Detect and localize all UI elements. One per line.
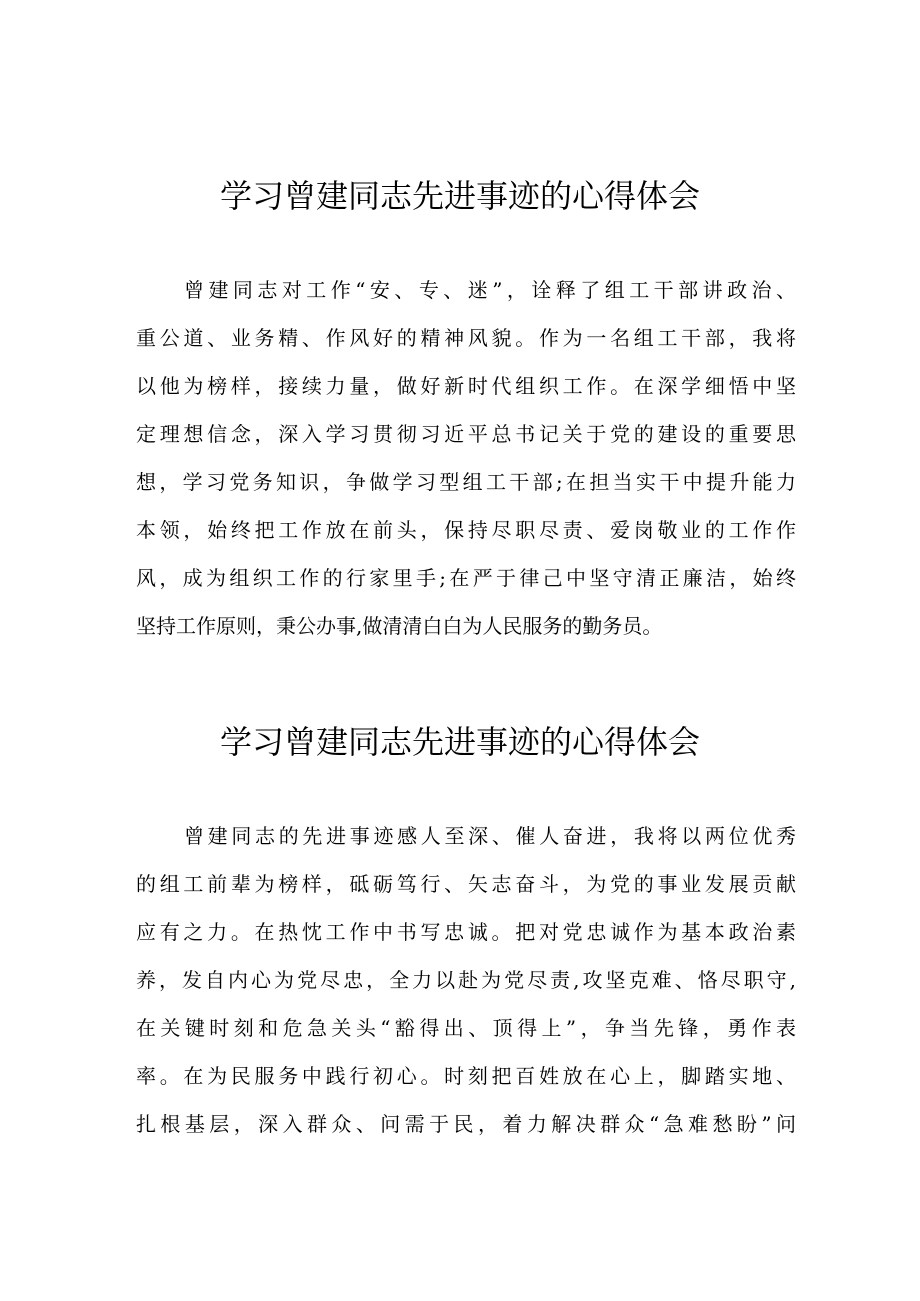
section-1-line-7: 风，成为组织工作的行家里手;在严于律己中坚守清正廉洁，始终 bbox=[136, 566, 796, 590]
section-2-body bbox=[136, 812, 796, 1148]
section-1-line-8: 坚持工作原则，秉公办事,做清清白白为人民服务的勤务员。 bbox=[136, 614, 663, 638]
section-1-body bbox=[136, 266, 796, 650]
section-1-title: 学习曾建同志先进事迹的心得体会 bbox=[219, 177, 700, 215]
section-1-line-6: 本领，始终把工作放在前头，保持尽职尽责、爱岗敬业的工作作 bbox=[136, 518, 796, 542]
section-1-line-2: 重公道、业务精、作风好的精神风貌。作为一名组工干部，我将 bbox=[136, 326, 796, 350]
section-2-line-5: 在关键时刻和危急关头“豁得出、顶得上”，争当先锋，勇作表 bbox=[136, 1016, 796, 1040]
section-2-line-6: 率。在为民服务中践行初心。时刻把百姓放在心上，脚踏实地、 bbox=[136, 1064, 796, 1088]
section-2-line-1: 曾建同志的先进事迹感人至深、催人奋进，我将以两位优秀 bbox=[184, 824, 796, 848]
section-2-line-7: 扎根基层，深入群众、问需于民，着力解决群众“急难愁盼”问 bbox=[136, 1112, 796, 1136]
section-1-line-4: 定理想信念，深入学习贯彻习近平总书记关于党的建设的重要思 bbox=[136, 422, 796, 446]
section-2-line-4: 养，发自内心为党尽忠，全力以赴为党尽责,攻坚克难、恪尽职守, bbox=[136, 968, 796, 992]
section-2-line-2: 的组工前辈为榜样，砥砺笃行、矢志奋斗，为党的事业发展贡献 bbox=[136, 872, 796, 896]
section-1-line-1: 曾建同志对工作“安、专、迷”，诠释了组工干部讲政治、 bbox=[184, 278, 796, 302]
section-2-title: 学习曾建同志先进事迹的心得体会 bbox=[219, 723, 700, 761]
section-1-line-5: 想，学习党务知识，争做学习型组工干部;在担当实干中提升能力 bbox=[136, 470, 796, 494]
section-2-line-3: 应有之力。在热忱工作中书写忠诚。把对党忠诚作为基本政治素 bbox=[136, 920, 796, 944]
section-1-line-3: 以他为榜样，接续力量，做好新时代组织工作。在深学细悟中坚 bbox=[136, 374, 796, 398]
